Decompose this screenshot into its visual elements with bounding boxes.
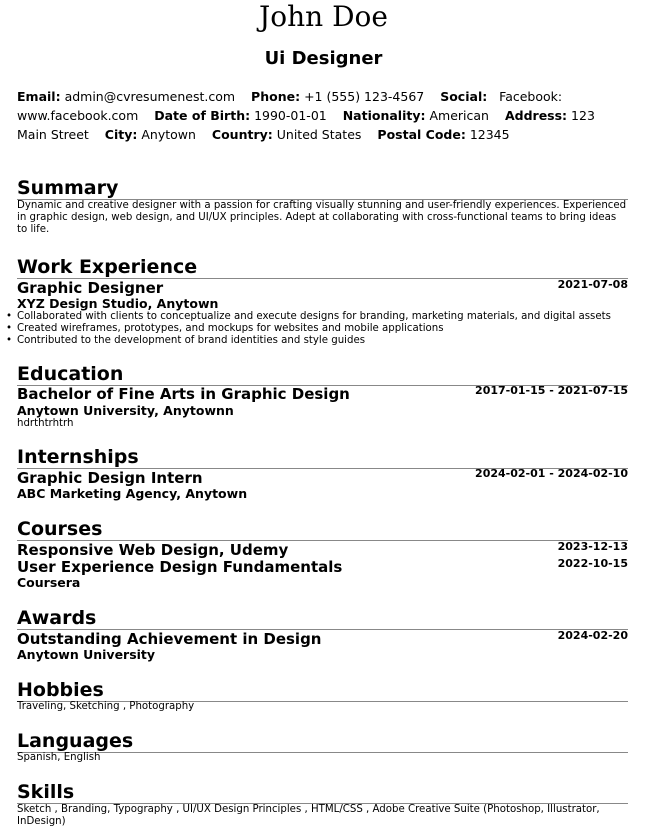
award-name: Outstanding Achievement in Design xyxy=(17,630,322,648)
internships-heading: Internships xyxy=(17,446,628,469)
nationality-value: American xyxy=(429,108,489,123)
education-heading: Education xyxy=(17,363,628,386)
contact-city xyxy=(105,127,196,142)
email-value: admin@cvresumenest.com xyxy=(64,89,236,104)
course-date: 2022-10-15 xyxy=(557,557,628,570)
skills-text: Sketch , Branding, Typography , UI/UX Design Principles , HTML/CSS , Adobe Creative Suite (Photoshop, Illustrator, InDesign) xyxy=(17,804,600,827)
phone-value: +1 (555) 123-4567 xyxy=(304,89,425,104)
award-org: Anytown University xyxy=(17,647,156,662)
dob-label: Date of Birth: xyxy=(154,108,251,123)
job-title: Ui Designer xyxy=(264,48,383,69)
list-item: • Contributed to the development of brand identities and style guides xyxy=(17,335,611,347)
work-date: 2021-07-08 xyxy=(557,278,628,291)
summary-text: Dynamic and creative designer with a passion for crafting visually stunning and user-friendly experiences. Experienced in graphic design, web design, and UI/UX principles. Adept at collaborating with cross-functional teams to bring ideas to life. xyxy=(17,200,627,235)
email-label: Email: xyxy=(17,89,61,104)
nationality-label: Nationality: xyxy=(342,108,426,123)
course-name: User Experience Design Fundamentals xyxy=(17,558,343,576)
list-item: • Created wireframes, prototypes, and mockups for websites and mobile applications xyxy=(17,323,611,335)
courses-heading: Courses xyxy=(17,518,628,541)
address-value: 123 Main Street xyxy=(17,108,595,142)
work-role: Graphic Designer xyxy=(17,279,164,297)
education-note: hdrthtrhtrh xyxy=(17,418,74,429)
hobbies-text: Traveling, Sketching , Photography xyxy=(17,701,195,712)
hobbies-heading: Hobbies xyxy=(17,679,628,702)
city-value: Anytown xyxy=(141,127,196,142)
postal-value: 12345 xyxy=(469,127,510,142)
social-value: Facebook: www.facebook.com xyxy=(17,89,563,123)
award-date: 2024-02-20 xyxy=(557,629,628,642)
contact-postal xyxy=(377,127,509,142)
contact-phone xyxy=(251,89,424,104)
contact-dob xyxy=(154,108,326,123)
contact-country xyxy=(212,127,362,142)
languages-text: Spanish, English xyxy=(17,752,101,763)
phone-label: Phone: xyxy=(251,89,301,104)
education-school: Anytown University, Anytownn xyxy=(17,403,234,418)
country-label: Country: xyxy=(211,127,273,142)
course-name: Responsive Web Design, Udemy xyxy=(17,541,289,559)
summary-heading: Summary xyxy=(17,177,628,200)
social-label: Social: xyxy=(440,89,488,104)
list-item: • Collaborated with clients to conceptualize and execute designs for branding, marketing materials, and digital assets xyxy=(17,311,611,323)
internship-role: Graphic Design Intern xyxy=(17,469,203,487)
skills-heading: Skills xyxy=(17,781,628,804)
contact-email xyxy=(17,89,235,104)
languages-heading: Languages xyxy=(17,730,628,753)
work-experience-heading: Work Experience xyxy=(17,256,628,279)
dob-value: 1990-01-01 xyxy=(254,108,327,123)
work-bullets xyxy=(17,311,611,347)
city-label: City: xyxy=(104,127,138,142)
course-provider: Coursera xyxy=(17,575,81,590)
postal-label: Postal Code: xyxy=(377,127,466,142)
address-label: Address: xyxy=(504,108,568,123)
contact-nationality xyxy=(343,108,489,123)
contact-info xyxy=(17,87,627,144)
internship-company: ABC Marketing Agency, Anytown xyxy=(17,486,248,501)
awards-heading: Awards xyxy=(17,607,628,630)
education-date: 2017-01-15 - 2021-07-15 xyxy=(475,384,628,397)
work-company: XYZ Design Studio, Anytown xyxy=(17,296,219,311)
education-degree: Bachelor of Fine Arts in Graphic Design xyxy=(17,385,350,403)
course-date: 2023-12-13 xyxy=(557,540,628,553)
internship-date: 2024-02-01 - 2024-02-10 xyxy=(475,467,628,480)
country-value: United States xyxy=(276,127,362,142)
candidate-name: John Doe xyxy=(259,0,388,33)
